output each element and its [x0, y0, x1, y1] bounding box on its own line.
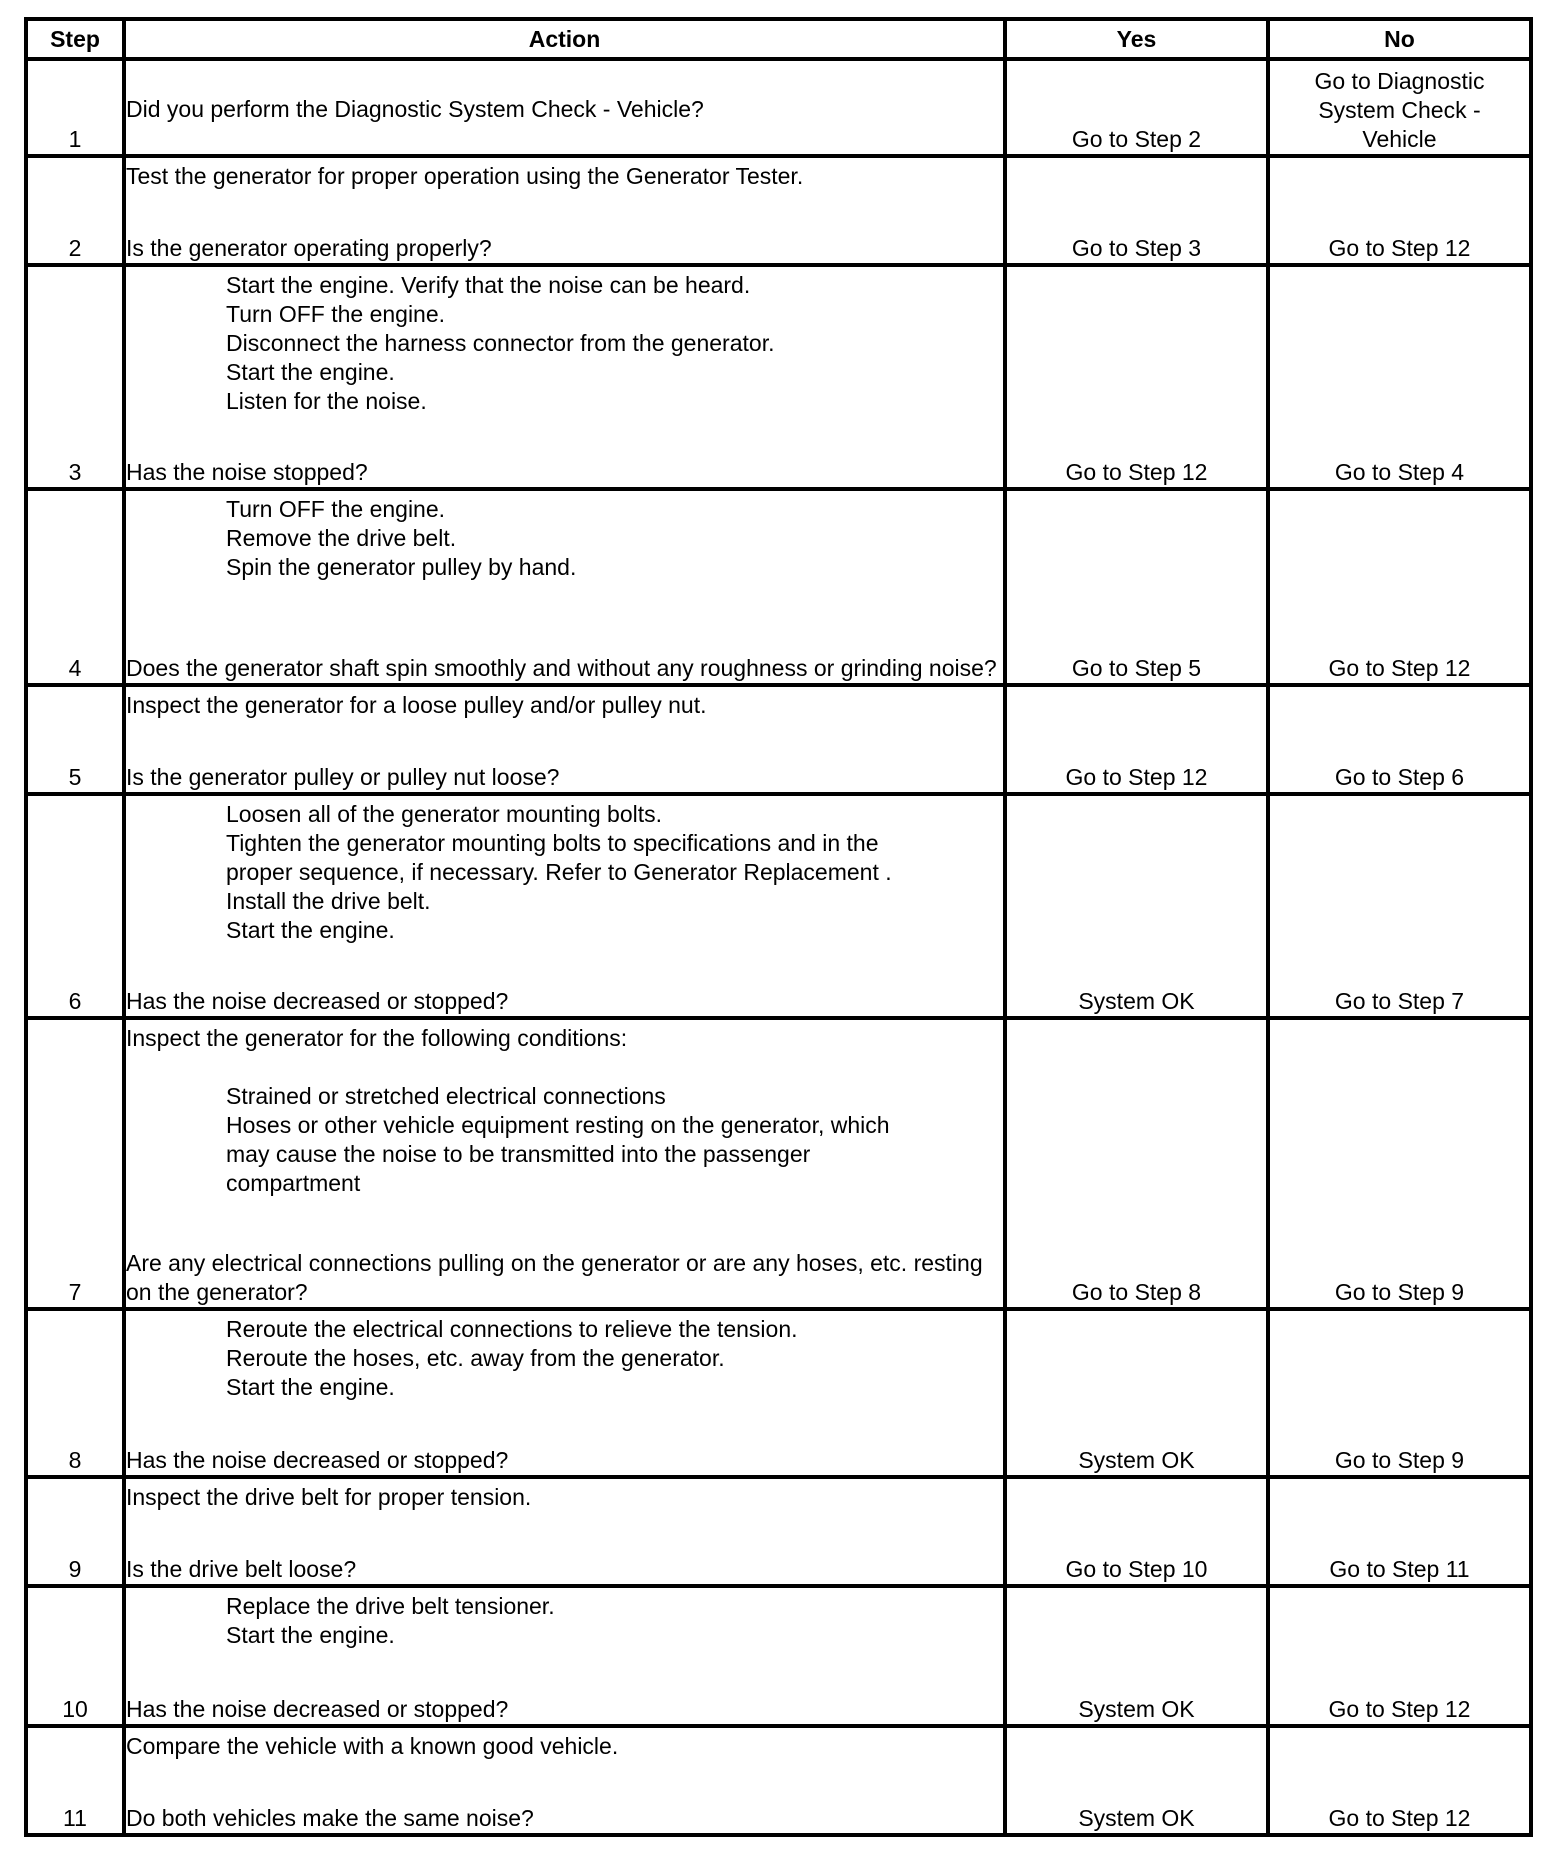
no-result — [1268, 1726, 1531, 1835]
action-intro: Inspect the generator for a loose pulley and/or pulley nut. — [126, 692, 707, 718]
no-result-text: Go to Step 12 — [1328, 1805, 1471, 1831]
action-step-item: Strained or stretched electrical connections — [226, 1083, 666, 1109]
action-question: Has the noise decreased or stopped? — [126, 1696, 509, 1722]
no-result-text: Go to Step 12 — [1328, 235, 1471, 261]
action-cell — [124, 1477, 1005, 1586]
no-result — [1268, 265, 1531, 489]
action-step-item: Loosen all of the generator mounting bolts. — [226, 801, 663, 827]
table-row — [26, 59, 1531, 156]
action-intro: Inspect the drive belt for proper tension. — [126, 1484, 532, 1510]
yes-result: Go to Step 2 — [1005, 59, 1268, 156]
step-number: 9 — [26, 1477, 124, 1586]
yes-result: System OK — [1005, 794, 1268, 1018]
no-result — [1268, 1586, 1531, 1726]
yes-result: Go to Step 12 — [1005, 685, 1268, 794]
no-result-text: Go to Step 4 — [1334, 459, 1465, 485]
yes-result: System OK — [1005, 1586, 1268, 1726]
action-steps — [126, 1315, 1003, 1402]
table-row — [26, 1309, 1531, 1477]
action-cell — [124, 1726, 1005, 1835]
action-intro: Test the generator for proper operation using the Generator Tester. — [126, 163, 804, 189]
no-result — [1268, 794, 1531, 1018]
action-question: Are any electrical connections pulling on the generator or are any hoses, etc. resting on the generator? — [126, 1250, 983, 1305]
no-result — [1268, 489, 1531, 685]
table-row — [26, 794, 1531, 1018]
action-cell — [124, 1309, 1005, 1477]
step-number: 7 — [26, 1018, 124, 1309]
action-question: Has the noise stopped? — [126, 459, 368, 485]
table-row — [26, 1477, 1531, 1586]
table-row — [26, 156, 1531, 265]
action-question: Is the generator pulley or pulley nut loose? — [126, 764, 560, 790]
action-intro: Inspect the generator for the following conditions: — [126, 1025, 628, 1051]
action-cell — [124, 156, 1005, 265]
action-step-item: Start the engine. — [226, 359, 395, 385]
action-step-item: Start the engine. Verify that the noise can be heard. — [226, 272, 751, 298]
table-row — [26, 685, 1531, 794]
no-result — [1268, 156, 1531, 265]
step-number: 10 — [26, 1586, 124, 1726]
header-step: Step — [26, 19, 124, 59]
yes-result: Go to Step 8 — [1005, 1018, 1268, 1309]
no-result — [1268, 1477, 1531, 1586]
action-question: Did you perform the Diagnostic System Check - Vehicle? — [126, 96, 704, 122]
table-row — [26, 489, 1531, 685]
action-question: Does the generator shaft spin smoothly and without any roughness or grinding noise? — [126, 655, 997, 681]
action-step-item: Reroute the electrical connections to relieve the tension. — [226, 1316, 798, 1342]
action-cell — [124, 59, 1005, 156]
step-number: 4 — [26, 489, 124, 685]
action-step-item: Turn OFF the engine. — [226, 301, 446, 327]
action-step-item: Start the engine. — [226, 1622, 395, 1648]
action-step-item: Turn OFF the engine. — [226, 496, 446, 522]
yes-result: System OK — [1005, 1309, 1268, 1477]
no-result-text: Go to Step 6 — [1334, 764, 1465, 790]
action-cell — [124, 1018, 1005, 1309]
no-result — [1268, 1018, 1531, 1309]
table-row — [26, 265, 1531, 489]
action-steps — [126, 800, 1003, 945]
action-steps — [126, 1592, 1003, 1650]
header-row — [26, 19, 1531, 59]
no-result — [1268, 1309, 1531, 1477]
no-result-text: Go to Step 11 — [1329, 1556, 1470, 1582]
no-result-text: Go to Step 12 — [1328, 1696, 1471, 1722]
step-number: 8 — [26, 1309, 124, 1477]
no-result-text: Go to Step 9 — [1334, 1447, 1465, 1473]
step-number: 5 — [26, 685, 124, 794]
table-row — [26, 1586, 1531, 1726]
action-question: Is the drive belt loose? — [126, 1556, 357, 1582]
action-steps — [126, 1082, 1003, 1198]
table-body — [26, 59, 1531, 1835]
action-question: Has the noise decreased or stopped? — [126, 1447, 509, 1473]
no-result — [1268, 685, 1531, 794]
action-cell — [124, 265, 1005, 489]
action-step-item: Remove the drive belt. — [226, 525, 457, 551]
action-cell — [124, 794, 1005, 1018]
action-step-item: Replace the drive belt tensioner. — [226, 1593, 555, 1619]
no-result-text: Go to Step 7 — [1334, 988, 1465, 1014]
yes-result: Go to Step 12 — [1005, 265, 1268, 489]
no-result-text: Go to Step 12 — [1328, 655, 1471, 681]
action-step-item: Listen for the noise. — [226, 388, 427, 414]
action-steps — [126, 271, 1003, 416]
diagnostic-table — [24, 17, 1533, 1837]
step-number: 11 — [26, 1726, 124, 1835]
action-cell — [124, 685, 1005, 794]
action-question: Has the noise decreased or stopped? — [126, 988, 509, 1014]
action-cell — [124, 489, 1005, 685]
table-row — [26, 1018, 1531, 1309]
action-cell — [124, 1586, 1005, 1726]
no-result-text: Go to Diagnostic System Check - Vehicle — [1314, 68, 1485, 152]
action-steps — [126, 495, 1003, 582]
action-step-item: Tighten the generator mounting bolts to specifications and in the proper sequence, if necessary. Refer to Generator Replacement . — [226, 830, 892, 885]
no-result-text: Go to Step 9 — [1334, 1279, 1465, 1305]
header-no: No — [1268, 19, 1531, 59]
step-number: 1 — [26, 59, 124, 156]
action-question: Do both vehicles make the same noise? — [126, 1805, 534, 1831]
table-row — [26, 1726, 1531, 1835]
action-step-item: Spin the generator pulley by hand. — [226, 554, 577, 580]
action-step-item: Start the engine. — [226, 1374, 395, 1400]
header-action: Action — [124, 19, 1005, 59]
action-step-item: Hoses or other vehicle equipment resting on the generator, which may cause the noise to be transmitted into the passenger compartment — [226, 1112, 890, 1196]
yes-result: Go to Step 5 — [1005, 489, 1268, 685]
action-question: Is the generator operating properly? — [126, 235, 492, 261]
header-yes: Yes — [1005, 19, 1268, 59]
yes-result: Go to Step 3 — [1005, 156, 1268, 265]
yes-result: Go to Step 10 — [1005, 1477, 1268, 1586]
yes-result: System OK — [1005, 1726, 1268, 1835]
action-step-item: Start the engine. — [226, 917, 395, 943]
action-step-item: Disconnect the harness connector from the generator. — [226, 330, 775, 356]
action-step-item: Reroute the hoses, etc. away from the generator. — [226, 1345, 725, 1371]
action-step-item: Install the drive belt. — [226, 888, 431, 914]
no-result — [1268, 59, 1531, 156]
action-intro: Compare the vehicle with a known good vehicle. — [126, 1733, 619, 1759]
step-number: 3 — [26, 265, 124, 489]
step-number: 2 — [26, 156, 124, 265]
step-number: 6 — [26, 794, 124, 1018]
